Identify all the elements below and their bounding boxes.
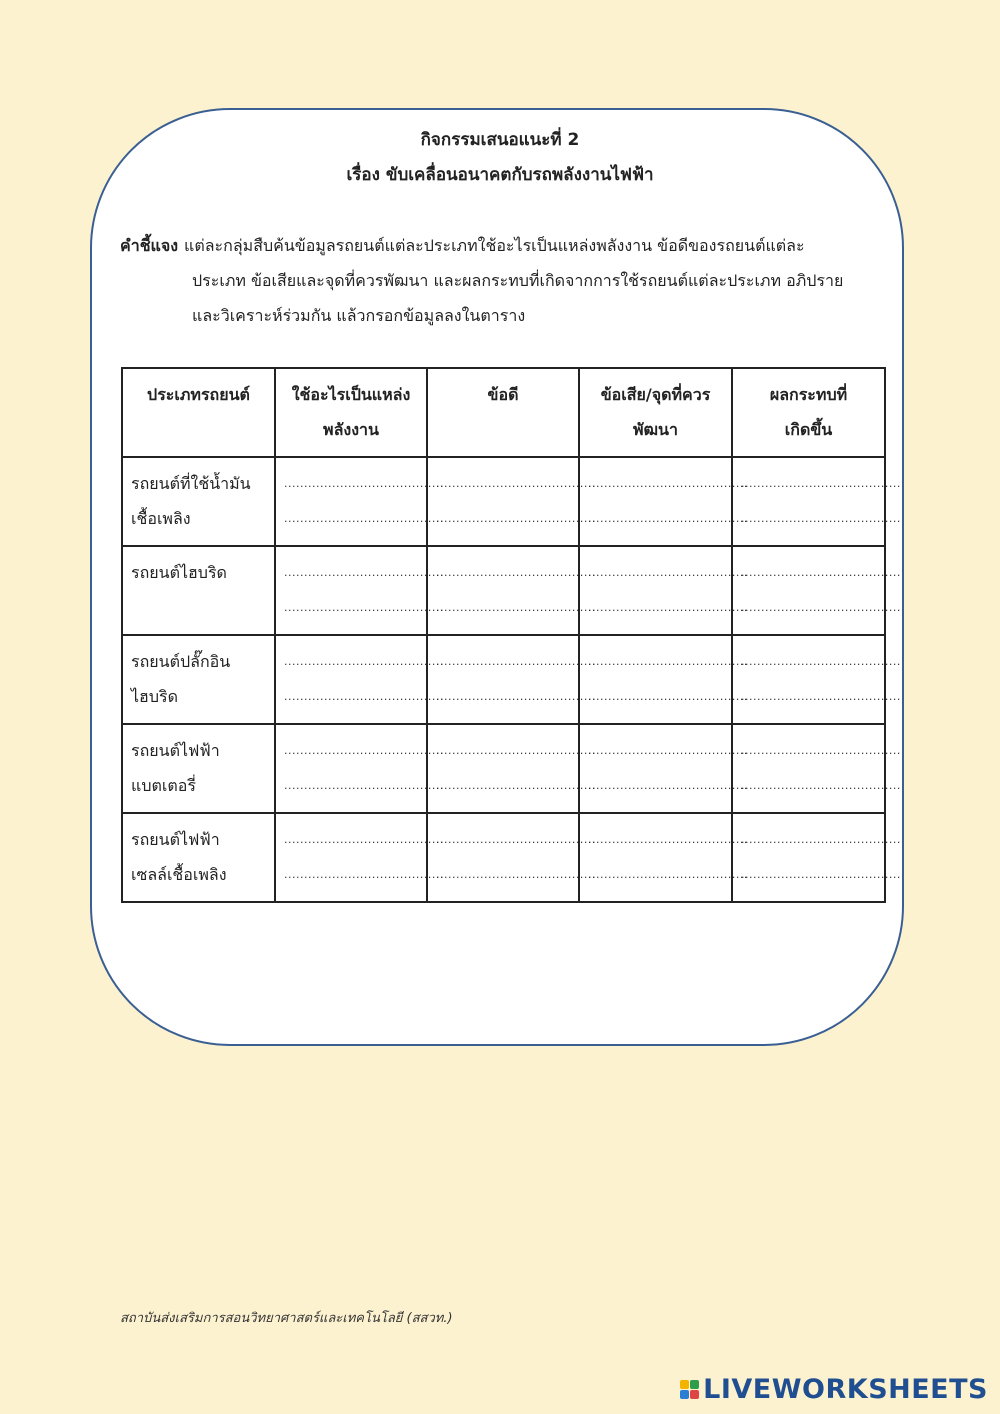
- instructions: [120, 228, 882, 333]
- answer-blank[interactable]: ........................................: [588, 833, 748, 846]
- answer-cell[interactable]: [427, 546, 596, 635]
- answer-cell[interactable]: [427, 457, 596, 546]
- car-type-label: รถยนต์ปลั๊กอิน: [131, 652, 231, 671]
- answer-cell[interactable]: [732, 724, 901, 813]
- instructions-line-3: และวิเคราะห์ร่วมกัน แล้วกรอกข้อมูลลงในตาราง: [192, 306, 526, 325]
- answer-blank[interactable]: ........................................: [284, 690, 444, 703]
- answer-cell[interactable]: [427, 635, 596, 724]
- answer-blank[interactable]: ........................................: [436, 655, 596, 668]
- car-type-label: รถยนต์ไฮบริด: [131, 563, 227, 582]
- answer-cell[interactable]: [732, 457, 901, 546]
- answer-blank[interactable]: ........................................: [588, 477, 748, 490]
- answer-cell[interactable]: [579, 635, 748, 724]
- car-type-cell: [122, 813, 275, 902]
- answer-cell[interactable]: [275, 813, 444, 902]
- answer-blank[interactable]: ........................................: [436, 779, 596, 792]
- answer-blank[interactable]: ........................................: [284, 566, 444, 579]
- table-header-row: [122, 368, 885, 457]
- answer-blank[interactable]: ........................................: [588, 779, 748, 792]
- header-text: ใช้อะไรเป็นแหล่ง: [291, 385, 411, 404]
- answer-blank[interactable]: ........................................: [588, 566, 748, 579]
- car-type-label: รถยนต์ไฟฟ้า: [131, 830, 220, 849]
- instructions-text-1: แต่ละกลุ่มสืบค้นข้อมูลรถยนต์แต่ละประเภทใช้อะไรเป็นแหล่งพลังงาน ข้อดีของรถยนต์แต่ละ: [184, 236, 805, 255]
- answer-cell[interactable]: [579, 546, 748, 635]
- car-type-cell: [122, 457, 275, 546]
- header-text: ข้อดี: [487, 385, 519, 404]
- answer-blank[interactable]: ........................................: [284, 779, 444, 792]
- answer-cell[interactable]: [275, 724, 444, 813]
- car-type-cell: [122, 635, 275, 724]
- answer-cell[interactable]: [579, 813, 748, 902]
- answer-blank[interactable]: ........................................: [741, 690, 901, 703]
- answer-cell[interactable]: [579, 457, 748, 546]
- answer-blank[interactable]: ........................................: [741, 655, 901, 668]
- header-impacts: [732, 368, 885, 457]
- answer-blank[interactable]: ........................................: [588, 744, 748, 757]
- logo-square: [690, 1390, 699, 1399]
- car-type-label: ไฮบริด: [131, 687, 178, 706]
- header-text: เกิดขึ้น: [784, 420, 833, 439]
- answer-blank[interactable]: ........................................: [741, 744, 901, 757]
- header-disadvantages: [579, 368, 732, 457]
- table-row: [122, 457, 885, 546]
- answer-blank[interactable]: ........................................: [284, 744, 444, 757]
- answer-blank[interactable]: ........................................: [436, 833, 596, 846]
- answer-blank[interactable]: ........................................: [588, 690, 748, 703]
- answer-cell[interactable]: [732, 635, 901, 724]
- car-type-label: เชื้อเพลิง: [131, 509, 191, 528]
- car-type-label: รถยนต์ที่ใช้น้ำมัน: [131, 474, 251, 493]
- car-type-label: เซลล์เชื้อเพลิง: [131, 865, 227, 884]
- header-text: ประเภทรถยนต์: [147, 385, 250, 404]
- car-type-cell: [122, 546, 275, 635]
- car-type-label: รถยนต์ไฟฟ้า: [131, 741, 220, 760]
- liveworksheets-brand[interactable]: [680, 1374, 988, 1405]
- answer-blank[interactable]: ........................................: [436, 512, 596, 525]
- instructions-line-1: [120, 228, 882, 263]
- logo-square: [690, 1380, 699, 1389]
- table-row: [122, 813, 885, 902]
- answer-blank[interactable]: ........................................: [588, 868, 748, 881]
- answer-blank[interactable]: ........................................: [436, 744, 596, 757]
- header-car-type: [122, 368, 275, 457]
- answer-blank[interactable]: ........................................: [741, 566, 901, 579]
- liveworksheets-logo-icon: [680, 1380, 699, 1399]
- answer-blank[interactable]: ........................................: [741, 779, 901, 792]
- car-type-label: แบตเตอรี่: [131, 776, 196, 795]
- worksheet-table: [121, 367, 901, 903]
- answer-cell[interactable]: [732, 546, 901, 635]
- answer-blank[interactable]: ........................................: [284, 655, 444, 668]
- answer-blank[interactable]: ........................................: [588, 655, 748, 668]
- instructions-label: คำชี้แจง: [120, 236, 179, 255]
- answer-cell[interactable]: [427, 724, 596, 813]
- answer-blank[interactable]: ........................................: [436, 690, 596, 703]
- header-text: พลังงาน: [323, 420, 379, 439]
- answer-blank[interactable]: ........................................: [741, 833, 901, 846]
- answer-blank[interactable]: ........................................: [284, 601, 444, 614]
- answer-cell[interactable]: [427, 813, 596, 902]
- answer-cell[interactable]: [275, 635, 444, 724]
- table-row: [122, 635, 885, 724]
- answer-blank[interactable]: ........................................: [436, 566, 596, 579]
- answer-blank[interactable]: ........................................: [436, 601, 596, 614]
- answer-blank[interactable]: ........................................: [284, 833, 444, 846]
- header-text: ข้อเสีย/จุดที่ควร: [600, 385, 711, 404]
- answer-blank[interactable]: ........................................: [741, 868, 901, 881]
- instructions-line-2: ประเภท ข้อเสียและจุดที่ควรพัฒนา และผลกระทบที่เกิดจากการใช้รถยนต์แต่ละประเภท อภิปราย: [192, 271, 844, 290]
- car-type-cell: [122, 724, 275, 813]
- answer-blank[interactable]: ........................................: [284, 512, 444, 525]
- header-advantages: [427, 368, 579, 457]
- answer-blank[interactable]: ........................................: [436, 868, 596, 881]
- header-text: พัฒนา: [633, 420, 678, 439]
- activity-title: กิจกรรมเสนอแนะที่ 2: [420, 130, 580, 150]
- answer-cell[interactable]: [275, 457, 444, 546]
- brand-name: LIVEWORKSHEETS: [703, 1374, 988, 1405]
- table-row: [122, 724, 885, 813]
- answer-blank[interactable]: ........................................: [588, 601, 748, 614]
- answer-blank[interactable]: ........................................: [284, 868, 444, 881]
- activity-subtitle: เรื่อง ขับเคลื่อนอนาคตกับรถพลังงานไฟฟ้า: [346, 165, 654, 185]
- answer-cell[interactable]: [579, 724, 748, 813]
- answer-blank[interactable]: ........................................: [436, 477, 596, 490]
- header-energy-source: [275, 368, 427, 457]
- answer-cell[interactable]: [732, 813, 901, 902]
- answer-blank[interactable]: ........................................: [741, 601, 901, 614]
- logo-square: [680, 1380, 689, 1389]
- answer-blank[interactable]: ........................................: [741, 512, 901, 525]
- header-text: ผลกระทบที่: [769, 385, 848, 404]
- answer-blank[interactable]: ........................................: [588, 512, 748, 525]
- footer-credit: สถาบันส่งเสริมการสอนวิทยาศาสตร์และเทคโนโลยี (สสวท.): [120, 1311, 453, 1326]
- answer-cell[interactable]: [275, 546, 444, 635]
- table-row: [122, 546, 885, 635]
- answer-blank[interactable]: ........................................: [741, 477, 901, 490]
- answer-blank[interactable]: ........................................: [284, 477, 444, 490]
- logo-square: [680, 1390, 689, 1399]
